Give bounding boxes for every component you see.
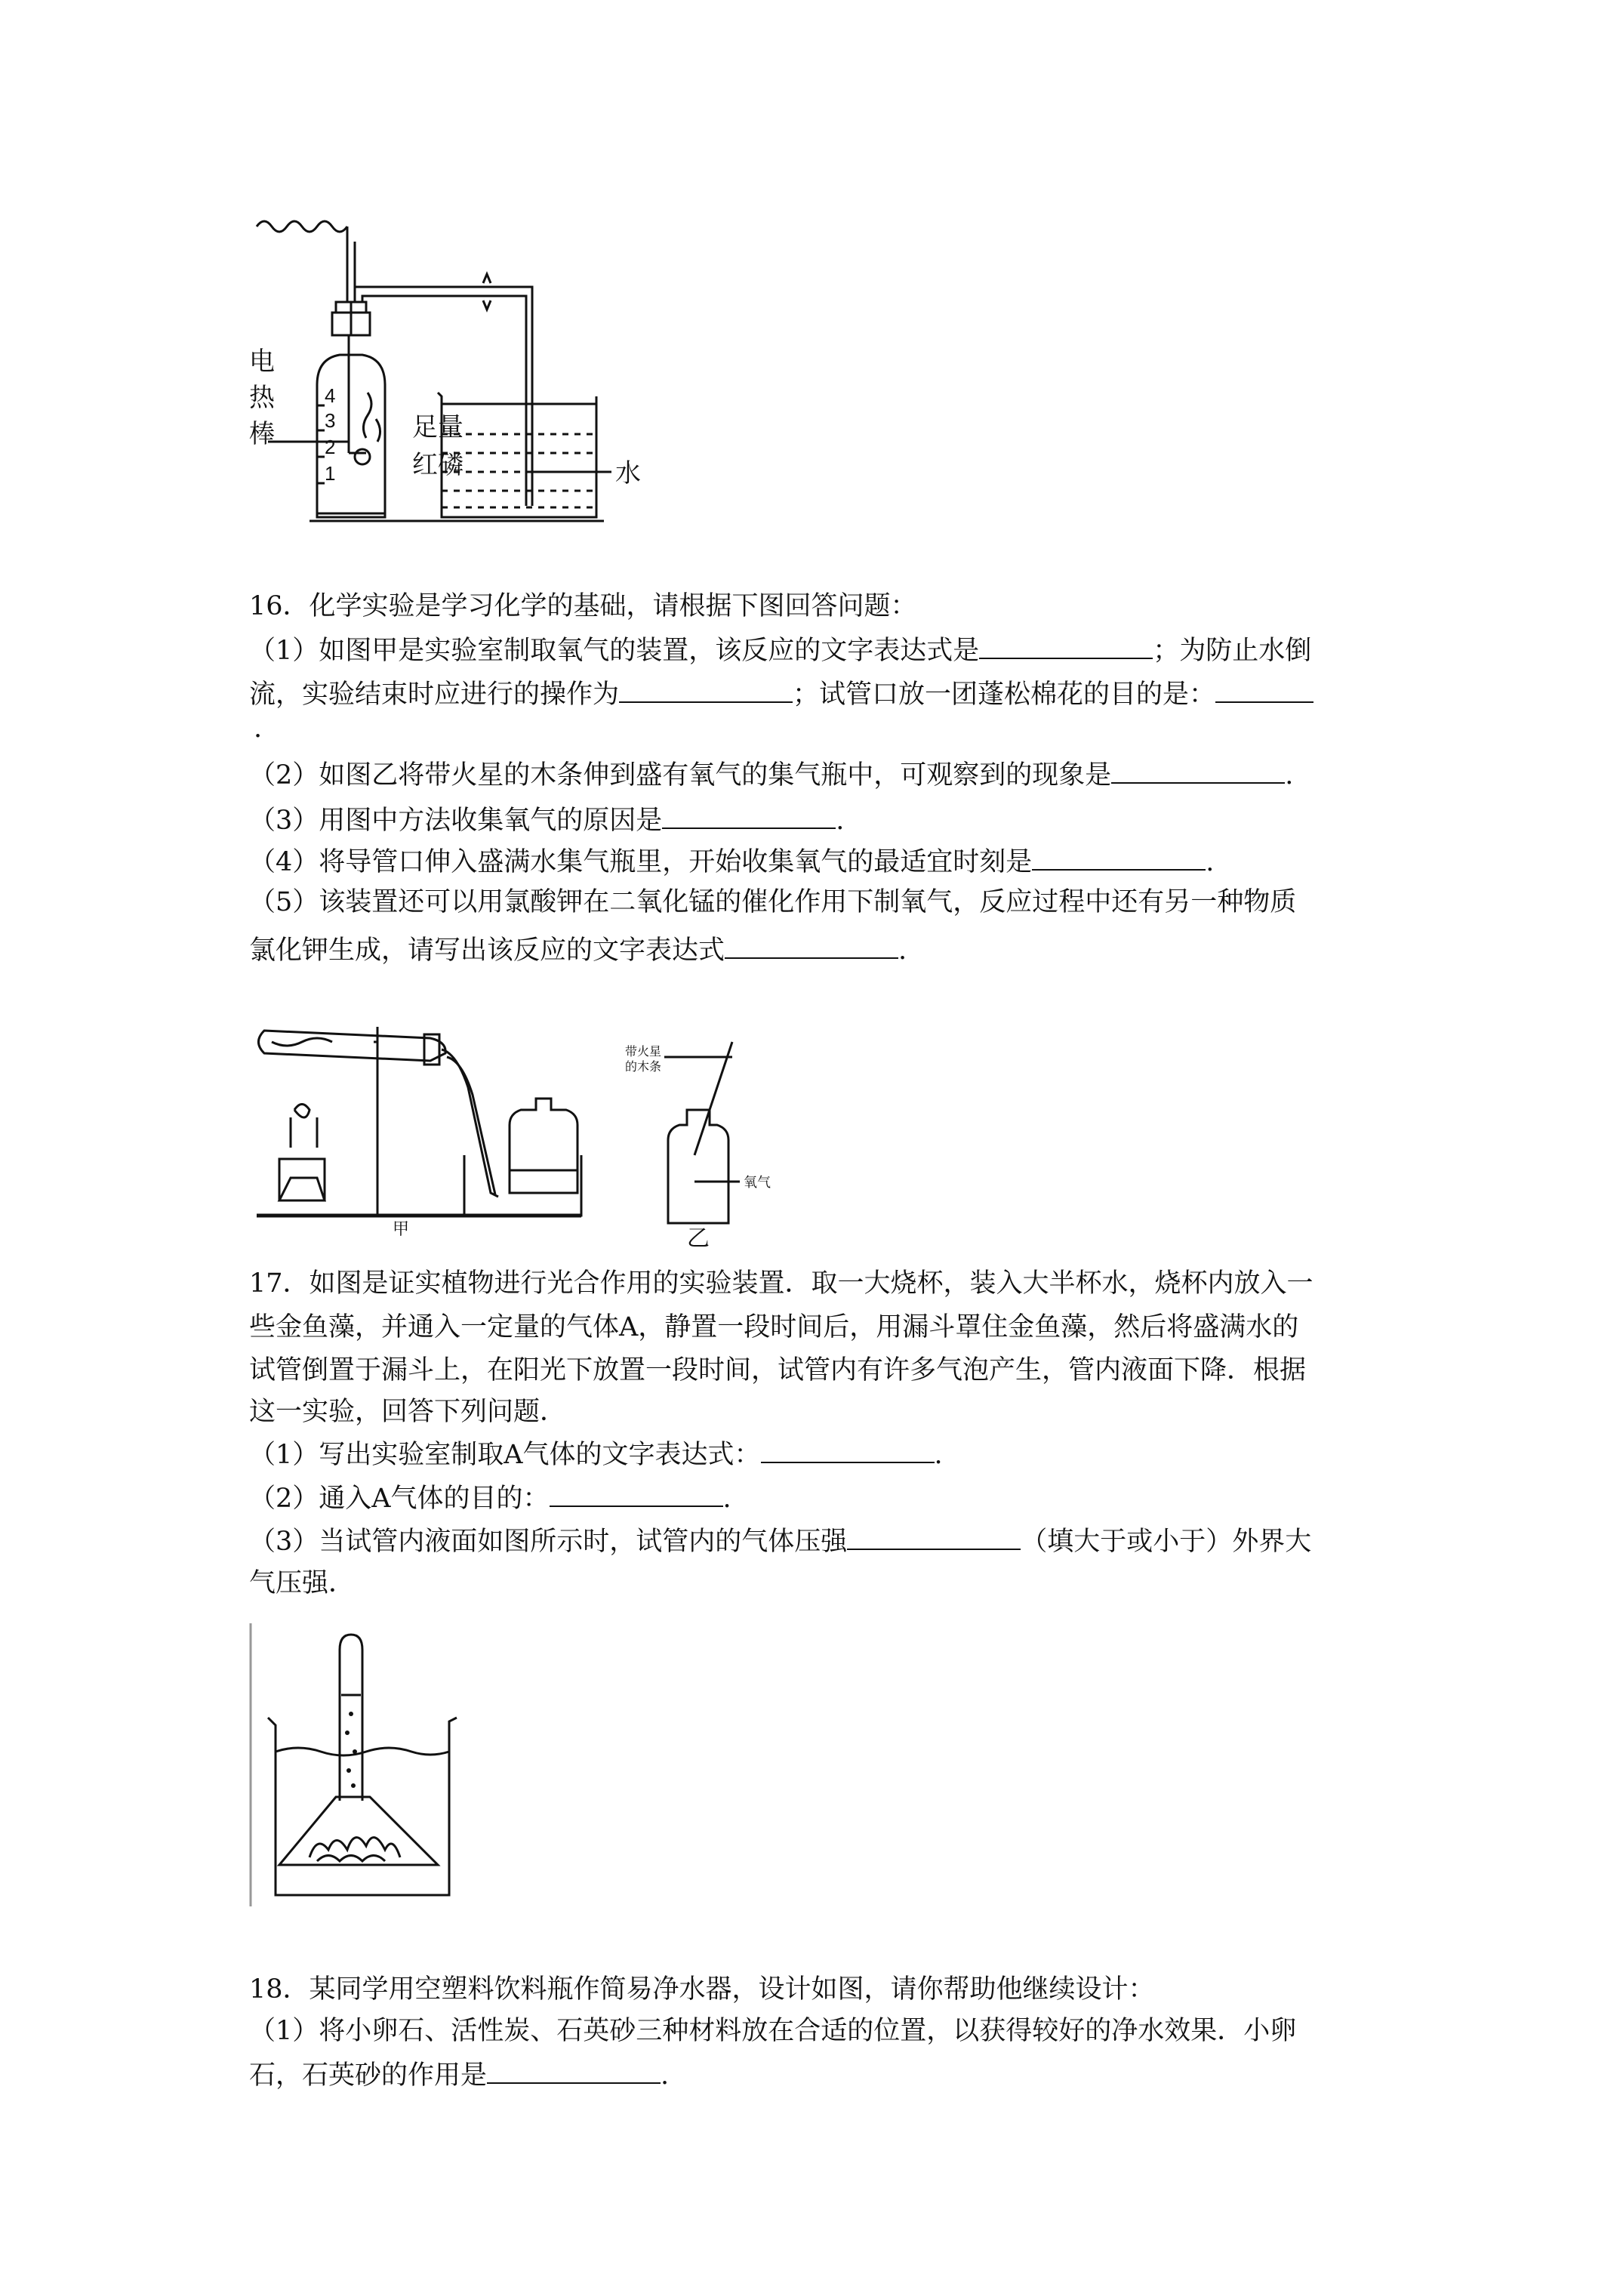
q16-p5-text: 氯化钾生成，请写出该反应的文字表达式 <box>249 935 725 966</box>
label-heater-3: 棒 <box>249 420 275 448</box>
q17-p2-end: . <box>722 1484 731 1514</box>
q16-p1-text-c: 流，实验结束时应进行的操作为 <box>249 680 620 710</box>
q16-p1-text-d: ；试管口放一团蓬松棉花的目的是： <box>793 680 1216 710</box>
label-oxygen: 氧气 <box>744 1175 771 1190</box>
q17-p3-text: （3）当试管内液面如图所示时，试管内的气体压强 <box>249 1527 848 1557</box>
q16-stem: 16．化学实验是学习化学的基础，请根据下图回答问题： <box>249 591 917 621</box>
q17-part3-line1 <box>249 1521 1311 1559</box>
q16-p1-text-a: （1）如图甲是实验室制取氧气的装置，该反应的文字表达式是 <box>249 636 980 666</box>
q16-p1-blank-3[interactable] <box>1215 674 1313 703</box>
q17-line2: 些金鱼藻，并通入一定量的气体A，静置一段时间后，用漏斗罩住金鱼藻，然后将盛满水的 <box>249 1312 1299 1342</box>
q16-part1-line2 <box>249 674 1313 712</box>
q18-p1-blank[interactable] <box>487 2055 661 2084</box>
scale-1: 1 <box>325 462 336 485</box>
scale-3: 3 <box>325 409 336 432</box>
q16-p3-end: . <box>836 806 845 836</box>
figure-oxygen-preparation <box>249 997 778 1251</box>
q17-part3-line2: 气压强． <box>249 1568 356 1598</box>
q17-part1 <box>249 1435 943 1472</box>
label-water: 水 <box>615 459 641 488</box>
q17-line1: 17．如图是证实植物进行光合作用的实验装置．取一大烧杯，装入大半杯水，烧杯内放入一 <box>249 1268 1313 1299</box>
q16-p2-blank[interactable] <box>1111 755 1285 784</box>
q16-p4-text: （4）将导管口伸入盛满水集气瓶里，开始收集氧气的最适宜时刻是 <box>249 847 1033 877</box>
q16-p3-blank[interactable] <box>662 800 836 829</box>
q16-p2-end: . <box>1285 760 1294 791</box>
q16-p1-blank-2[interactable] <box>619 674 793 703</box>
q16-p1-text-b: ；为防止水倒 <box>1153 636 1312 666</box>
apparatus-drawing <box>242 211 664 529</box>
q16-p4-end: . <box>1206 847 1215 877</box>
q18-part1-line1: （1）将小卵石、活性炭、石英砂三种材料放在合适的位置，以获得较好的净水效果．小卵 <box>249 2016 1297 2046</box>
q16-p5-blank[interactable] <box>725 930 898 959</box>
q16-part5-line1: （5）该装置还可以用氯酸钾在二氧化锰的催化作用下制氧气，反应过程中还有另一种物质 <box>249 887 1297 917</box>
q16-p2-text: （2）如图乙将带火星的木条伸到盛有氧气的集气瓶中，可观察到的现象是 <box>249 760 1112 791</box>
label-heater-1: 电 <box>249 347 275 376</box>
q17-p1-blank[interactable] <box>761 1435 935 1463</box>
label-stick-2: 的木条 <box>625 1061 662 1074</box>
q16-p4-blank[interactable] <box>1032 842 1206 871</box>
label-phosphorus-2: 红磷 <box>412 451 463 479</box>
q16-part4 <box>249 842 1214 880</box>
q17-p3-blank[interactable] <box>847 1521 1021 1550</box>
figure-red-phosphorus-apparatus <box>242 211 664 529</box>
label-jia: 甲 <box>393 1219 410 1238</box>
q16-part1-line1 <box>249 630 1311 668</box>
label-yi: 乙 <box>687 1226 710 1251</box>
q17-p1-end: . <box>934 1440 943 1470</box>
q18-p1-text: 石，石英砂的作用是 <box>249 2060 488 2091</box>
oxygen-apparatus-drawing <box>249 997 778 1251</box>
label-stick-1: 带火星 <box>625 1046 662 1059</box>
q16-p1-end: . <box>254 713 263 744</box>
photosynthesis-drawing <box>249 1623 476 1910</box>
q16-part5-line2 <box>249 930 907 968</box>
q17-p2-blank[interactable] <box>550 1478 723 1507</box>
q18-stem: 18．某同学用空塑料饮料瓶作简易净水器，设计如图，请你帮助他继续设计： <box>249 1974 1155 2005</box>
q17-part2 <box>249 1478 731 1516</box>
q16-p5-end: . <box>898 935 907 966</box>
figure-photosynthesis <box>249 1623 476 1910</box>
scale-4: 4 <box>325 384 336 407</box>
q17-line4: 这一实验，回答下列问题． <box>249 1397 567 1427</box>
q16-p3-text: （3）用图中方法收集氧气的原因是 <box>249 806 663 836</box>
q18-part1-line2 <box>249 2055 669 2093</box>
q16-part2 <box>249 755 1293 793</box>
q16-p1-blank-1[interactable] <box>979 630 1153 659</box>
label-phosphorus-1: 足量 <box>412 413 463 442</box>
q17-p3-text-b: （填大于或小于）外界大 <box>1021 1527 1312 1557</box>
label-heater-2: 热 <box>249 384 275 412</box>
q18-p1-end: . <box>661 2060 670 2091</box>
q17-p1-text: （1）写出实验室制取A气体的文字表达式： <box>249 1440 761 1470</box>
scale-2: 2 <box>325 436 336 458</box>
q16-part3 <box>249 800 844 838</box>
q17-line3: 试管倒置于漏斗上，在阳光下放置一段时间，试管内有许多气泡产生，管内液面下降．根据 <box>249 1355 1307 1385</box>
q17-p2-text: （2）通入A气体的目的： <box>249 1484 550 1514</box>
